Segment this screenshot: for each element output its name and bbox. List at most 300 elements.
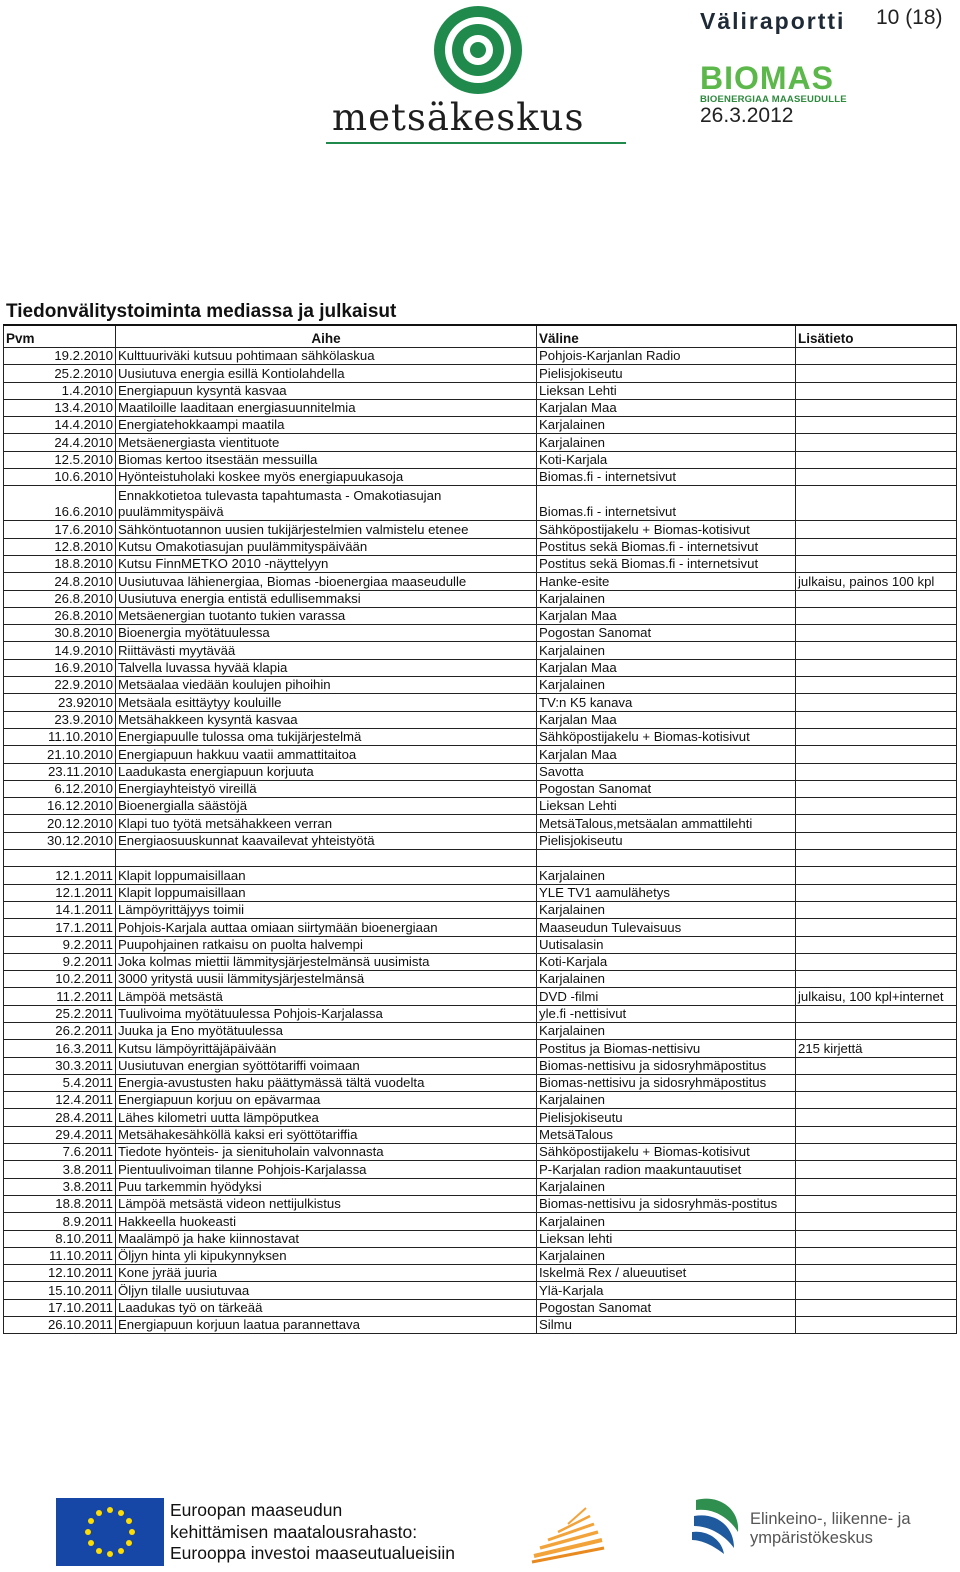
cell-topic: Kutsu lämpöyrittäjäpäivään [116,1040,537,1057]
cell-date: 14.4.2010 [4,417,116,434]
cell-topic: Bioenergialla säästöjä [116,798,537,815]
cell-topic: Metsäalaa viedään koulujen pihoihin [116,677,537,694]
cell-notes [796,521,957,538]
cell-notes [796,625,957,642]
cell-date: 16.3.2011 [4,1040,116,1057]
cell-medium: Pogostan Sanomat [537,1299,796,1316]
cell-medium: Pogostan Sanomat [537,625,796,642]
cell-date: 24.4.2010 [4,434,116,451]
table-row [4,1195,957,1212]
eu-stars-icon [56,1498,164,1566]
cell-date: 25.2.2011 [4,1005,116,1022]
table-row [4,694,957,711]
cell-date: 23.11.2010 [4,763,116,780]
cell-medium: Pielisjokiseutu [537,365,796,382]
cell-notes [796,555,957,572]
cell-date: 30.3.2011 [4,1057,116,1074]
cell-topic [116,850,537,867]
leader-logo-icon [528,1496,608,1566]
table-row [4,780,957,797]
cell-date: 23.92010 [4,694,116,711]
cell-topic: Klapi tuo työtä metsähakkeen verran [116,815,537,832]
cell-topic: Bioenergia myötätuulessa [116,625,537,642]
cell-date: 26.2.2011 [4,1022,116,1039]
table-row [4,486,957,521]
cell-date: 26.8.2010 [4,590,116,607]
cell-topic: Öljyn tilalle uusiutuvaa [116,1282,537,1299]
cell-date: 17.10.2011 [4,1299,116,1316]
table-row [4,1040,957,1057]
cell-date: 26.8.2010 [4,607,116,624]
cell-notes [796,1195,957,1212]
cell-topic: Puupohjainen ratkaisu on puolta halvempi [116,936,537,953]
cell-medium: Lieksan Lehti [537,382,796,399]
cell-medium: Karjalainen [537,677,796,694]
report-date: 26.3.2012 [700,104,794,127]
cell-date: 29.4.2011 [4,1126,116,1143]
column-header-notes: Lisätieto [796,325,957,348]
table-row [4,919,957,936]
table-row [4,1144,957,1161]
table-row [4,382,957,399]
cell-topic: Pohjois-Karjala auttaa omiaan siirtymään bioenergiaan [116,919,537,936]
table-row [4,555,957,572]
cell-notes [796,953,957,970]
cell-medium: Karjalainen [537,1092,796,1109]
cell-medium: Karjalainen [537,642,796,659]
cell-medium: MetsäTalous,metsäalan ammattilehti [537,815,796,832]
cell-notes [796,451,957,468]
cell-medium: Karjalan Maa [537,711,796,728]
cell-date: 26.10.2011 [4,1317,116,1334]
cell-topic: Maatiloille laaditaan energiasuunnitelmia [116,399,537,416]
cell-date: 16.12.2010 [4,798,116,815]
table-row [4,677,957,694]
table-row [4,538,957,555]
ely-text-line-1: Elinkeino-, liikenne- ja [750,1510,911,1528]
table-row [4,901,957,918]
cell-topic: Lämpöä metsästä [116,988,537,1005]
cell-topic: Kutsu Omakotiasujan puulämmityspäivään [116,538,537,555]
cell-medium: Koti-Karjala [537,451,796,468]
cell-date: 17.6.2010 [4,521,116,538]
eu-text-line-3: Eurooppa investoi maaseutualueisiin [170,1543,456,1563]
cell-notes [796,399,957,416]
cell-medium: YLE TV1 aamulähetys [537,884,796,901]
table-row [4,711,957,728]
column-header-date: Pvm [4,325,116,348]
cell-medium: Karjalainen [537,1178,796,1195]
table-header-row [4,325,957,348]
table-row [4,971,957,988]
cell-date: 18.8.2011 [4,1195,116,1212]
metsakeskus-underline [326,142,626,144]
cell-date: 23.9.2010 [4,711,116,728]
cell-topic: Uusiutuva energia entistä edullisemmaksi [116,590,537,607]
cell-date: 14.1.2011 [4,901,116,918]
cell-notes [796,850,957,867]
cell-notes [796,1005,957,1022]
table-row [4,1213,957,1230]
cell-notes [796,884,957,901]
cell-medium: Uutisalasin [537,936,796,953]
table-row [4,1057,957,1074]
cell-notes [796,919,957,936]
table-row [4,607,957,624]
table-row [4,1092,957,1109]
cell-notes [796,1317,957,1334]
cell-date: 19.2.2010 [4,348,116,365]
table-row [4,832,957,849]
cell-topic: Joka kolmas miettii lämmitysjärjestelmänsä uusimista [116,953,537,970]
cell-notes: julkaisu, painos 100 kpl [796,573,957,590]
report-title: Väliraportti [700,8,846,34]
cell-medium: Pohjois-Karjanlan Radio [537,348,796,365]
cell-topic: Energiapuun korjuu on epävarmaa [116,1092,537,1109]
cell-notes [796,1109,957,1126]
cell-medium: Karjalainen [537,434,796,451]
cell-topic: Klapit loppumaisillaan [116,867,537,884]
ely-text [750,1510,911,1548]
cell-topic: Kone jyrää juuria [116,1265,537,1282]
cell-medium: Biomas.fi - internetsivut [537,486,796,521]
cell-topic: Juuka ja Eno myötätuulessa [116,1022,537,1039]
table-row [4,1005,957,1022]
table-row [4,936,957,953]
cell-notes [796,711,957,728]
ely-text-line-2: ympäristökeskus [750,1529,873,1547]
eu-text-line-2: kehittämisen maatalousrahasto: [170,1521,418,1542]
cell-date: 24.8.2010 [4,573,116,590]
cell-date: 10.2.2011 [4,971,116,988]
cell-date: 22.9.2010 [4,677,116,694]
cell-notes [796,1213,957,1230]
cell-date: 17.1.2011 [4,919,116,936]
cell-notes [796,1265,957,1282]
table-row [4,1161,957,1178]
table-row [4,1178,957,1195]
table-row [4,763,957,780]
cell-medium: Ylä-Karjala [537,1282,796,1299]
cell-date: 9.2.2011 [4,936,116,953]
cell-notes: 215 kirjettä [796,1040,957,1057]
cell-notes [796,867,957,884]
cell-notes [796,382,957,399]
cell-notes [796,642,957,659]
cell-notes [796,1092,957,1109]
metsakeskus-wordmark: metsäkeskus [332,96,585,139]
cell-notes [796,1161,957,1178]
eu-text-line-1: Euroopan maaseudun [170,1500,343,1520]
cell-topic: Laadukas työ on tärkeää [116,1299,537,1316]
table-row [4,399,957,416]
table-row [4,1109,957,1126]
cell-notes [796,1299,957,1316]
cell-medium: P-Karjalan radion maakuntauutiset [537,1161,796,1178]
cell-medium: Karjalainen [537,1022,796,1039]
cell-notes [796,936,957,953]
cell-notes [796,659,957,676]
cell-notes [796,728,957,745]
cell-date: 12.10.2011 [4,1265,116,1282]
table-row [4,850,957,867]
cell-medium: Postitus sekä Biomas.fi - internetsivut [537,555,796,572]
cell-medium: Sähköpostijakelu + Biomas-kotisivut [537,1144,796,1161]
cell-date: 12.1.2011 [4,884,116,901]
biomas-logo [700,60,847,105]
table-row [4,815,957,832]
cell-topic: Hakkeella huokeasti [116,1213,537,1230]
cell-date: 30.8.2010 [4,625,116,642]
table-row [4,884,957,901]
table-row [4,988,957,1005]
cell-topic: Metsähakesähköllä kaksi eri syöttötariffia [116,1126,537,1143]
cell-notes [796,1247,957,1264]
cell-date [4,850,116,867]
cell-date: 28.4.2011 [4,1109,116,1126]
table-row [4,1230,957,1247]
cell-date: 12.4.2011 [4,1092,116,1109]
cell-medium: yle.fi -nettisivut [537,1005,796,1022]
table-row [4,798,957,815]
cell-notes [796,434,957,451]
cell-topic: Tuulivoima myötätuulessa Pohjois-Karjalassa [116,1005,537,1022]
cell-date: 11.2.2011 [4,988,116,1005]
cell-medium: Biomas-nettisivu ja sidosryhmäpostitus [537,1074,796,1091]
table-row [4,348,957,365]
cell-medium: TV:n K5 kanava [537,694,796,711]
cell-medium [537,850,796,867]
cell-topic: Uusiutuvan energian syöttötariffi voimaan [116,1057,537,1074]
table-row [4,521,957,538]
media-table [3,324,957,1334]
cell-date: 8.10.2011 [4,1230,116,1247]
table-row [4,1299,957,1316]
cell-medium: Silmu [537,1317,796,1334]
cell-notes [796,815,957,832]
cell-medium: Pogostan Sanomat [537,780,796,797]
cell-notes [796,590,957,607]
table-row [4,1247,957,1264]
table-row [4,1265,957,1282]
cell-topic: Metsäala esittäytyy kouluille [116,694,537,711]
table-row [4,728,957,745]
table-row [4,625,957,642]
cell-date: 30.12.2010 [4,832,116,849]
cell-date: 21.10.2010 [4,746,116,763]
cell-topic: Talvella luvassa hyvää klapia [116,659,537,676]
cell-date: 3.8.2011 [4,1161,116,1178]
cell-topic: Energiapuun korjuun laatua parannettava [116,1317,537,1334]
table-row [4,1022,957,1039]
cell-topic: Energiapuun kysyntä kasvaa [116,382,537,399]
cell-topic: Metsähakkeen kysyntä kasvaa [116,711,537,728]
cell-topic: Sähköntuotannon uusien tukijärjestelmien valmistelu etenee [116,521,537,538]
cell-notes [796,1178,957,1195]
cell-medium: Biomas-nettisivu ja sidosryhmäpostitus [537,1057,796,1074]
cell-medium: Koti-Karjala [537,953,796,970]
cell-date: 12.5.2010 [4,451,116,468]
cell-topic: Riittävästi myytävää [116,642,537,659]
page-number: 10 (18) [876,6,943,29]
cell-topic: Lämpöyrittäjyys toimii [116,901,537,918]
cell-date: 6.12.2010 [4,780,116,797]
biomas-tagline: BIOENERGIAA MAASEUDULLE [700,94,847,105]
cell-medium: Karjalainen [537,590,796,607]
cell-medium: Karjalainen [537,1247,796,1264]
cell-date: 11.10.2011 [4,1247,116,1264]
cell-topic: Energia-avustusten haku päättymässä tältä vuodelta [116,1074,537,1091]
cell-date: 16.9.2010 [4,659,116,676]
cell-medium: Karjalainen [537,971,796,988]
table-row [4,953,957,970]
table-body [4,348,957,1334]
cell-date: 9.2.2011 [4,953,116,970]
cell-date: 18.8.2010 [4,555,116,572]
cell-medium: Karjalan Maa [537,659,796,676]
cell-notes [796,417,957,434]
cell-medium: Hanke-esite [537,573,796,590]
cell-notes [796,832,957,849]
cell-topic: Klapit loppumaisillaan [116,884,537,901]
cell-medium: Postitus sekä Biomas.fi - internetsivut [537,538,796,555]
cell-date: 16.6.2010 [4,486,116,521]
cell-notes [796,1282,957,1299]
cell-topic: Metsäenergian tuotanto tukien varassa [116,607,537,624]
cell-topic: Uusiutuva energia esillä Kontiolahdella [116,365,537,382]
cell-medium: Lieksan lehti [537,1230,796,1247]
table-row [4,1126,957,1143]
cell-date: 13.4.2010 [4,399,116,416]
cell-topic: Pientuulivoiman tilanne Pohjois-Karjalassa [116,1161,537,1178]
section-title: Tiedonvälitystoiminta mediassa ja julkaisut [6,301,397,322]
cell-notes [796,1074,957,1091]
cell-date: 12.8.2010 [4,538,116,555]
table-row [4,590,957,607]
cell-medium: Karjalainen [537,1213,796,1230]
cell-topic: Energiapuulle tulossa oma tukijärjestelmä [116,728,537,745]
cell-notes [796,1144,957,1161]
cell-date: 7.6.2011 [4,1144,116,1161]
table-row [4,867,957,884]
cell-topic: Kutsu FinnMETKO 2010 -näyttelyyn [116,555,537,572]
table-row [4,451,957,468]
table-row [4,417,957,434]
table-row [4,469,957,486]
cell-notes [796,1057,957,1074]
cell-date: 1.4.2010 [4,382,116,399]
cell-topic: Energiapuun hakkuu vaatii ammattitaitoa [116,746,537,763]
cell-medium: Sähköpostijakelu + Biomas-kotisivut [537,728,796,745]
cell-topic: Metsäenergiasta vientituote [116,434,537,451]
cell-topic: Lähes kilometri uutta lämpöputkea [116,1109,537,1126]
cell-medium: Maaseudun Tulevaisuus [537,919,796,936]
cell-notes [796,798,957,815]
cell-medium: Pielisjokiseutu [537,1109,796,1126]
cell-notes [796,780,957,797]
cell-notes [796,538,957,555]
cell-medium: Savotta [537,763,796,780]
eu-flag [56,1498,164,1566]
cell-medium: Biomas.fi - internetsivut [537,469,796,486]
cell-topic: Puu tarkemmin hyödyksi [116,1178,537,1195]
cell-notes [796,694,957,711]
cell-topic: Kulttuuriväki kutsuu pohtimaan sähkölaskua [116,348,537,365]
cell-medium: Karjalainen [537,867,796,884]
cell-date: 14.9.2010 [4,642,116,659]
cell-notes [796,1126,957,1143]
table-row [4,642,957,659]
cell-medium: Karjalainen [537,901,796,918]
cell-medium: Iskelmä Rex / alueuutiset [537,1265,796,1282]
cell-notes [796,971,957,988]
cell-notes [796,486,957,521]
cell-date: 15.10.2011 [4,1282,116,1299]
cell-topic: Energiaosuuskunnat kaavailevat yhteistyötä [116,832,537,849]
cell-topic: Tiedote hyönteis- ja sienituholain valvonnasta [116,1144,537,1161]
cell-notes [796,469,957,486]
cell-medium: Lieksan Lehti [537,798,796,815]
cell-medium: Pielisjokiseutu [537,832,796,849]
cell-medium: Biomas-nettisivu ja sidosryhmäs-postitus [537,1195,796,1212]
table-row [4,434,957,451]
cell-date: 3.8.2011 [4,1178,116,1195]
cell-notes [796,746,957,763]
cell-notes [796,348,957,365]
cell-notes [796,607,957,624]
ely-logo-icon [688,1494,744,1554]
table-row [4,1282,957,1299]
cell-notes [796,1022,957,1039]
column-header-topic: Aihe [116,325,537,348]
cell-date: 20.12.2010 [4,815,116,832]
cell-medium: Sähköpostijakelu + Biomas-kotisivut [537,521,796,538]
cell-topic: Energiayhteistyö vireillä [116,780,537,797]
metsakeskus-logo [326,0,628,146]
cell-topic: 3000 yritystä uusii lämmitysjärjestelmänsä [116,971,537,988]
cell-medium: Postitus ja Biomas-nettisivu [537,1040,796,1057]
cell-medium: MetsäTalous [537,1126,796,1143]
eu-fund-text [170,1500,455,1565]
cell-medium: Karjalan Maa [537,746,796,763]
cell-topic: Laadukasta energiapuun korjuuta [116,763,537,780]
table-row [4,659,957,676]
table-row [4,1074,957,1091]
biomas-wordmark: BIOMAS [700,60,834,96]
cell-notes [796,677,957,694]
cell-topic: Energiatehokkaampi maatila [116,417,537,434]
cell-notes [796,1230,957,1247]
cell-medium: Karjalan Maa [537,607,796,624]
cell-topic: Biomas kertoo itsestään messuilla [116,451,537,468]
cell-topic: Maalämpö ja hake kiinnostavat [116,1230,537,1247]
cell-date: 8.9.2011 [4,1213,116,1230]
cell-medium: DVD -filmi [537,988,796,1005]
cell-topic: Öljyn hinta yli kipukynnyksen [116,1247,537,1264]
cell-topic: Lämpöä metsästä videon nettijulkistus [116,1195,537,1212]
cell-date: 12.1.2011 [4,867,116,884]
cell-notes: julkaisu, 100 kpl+internet [796,988,957,1005]
table-row [4,573,957,590]
cell-topic: Ennakkotietoa tulevasta tapahtumasta - Omakotiasujan puulämmityspäivä [116,486,537,521]
cell-date: 25.2.2010 [4,365,116,382]
cell-medium: Karjalan Maa [537,399,796,416]
table-row [4,1317,957,1334]
table-row [4,365,957,382]
cell-medium: Karjalainen [537,417,796,434]
cell-topic: Uusiutuvaa lähienergiaa, Biomas -bioenergiaa maaseudulle [116,573,537,590]
table-row [4,746,957,763]
